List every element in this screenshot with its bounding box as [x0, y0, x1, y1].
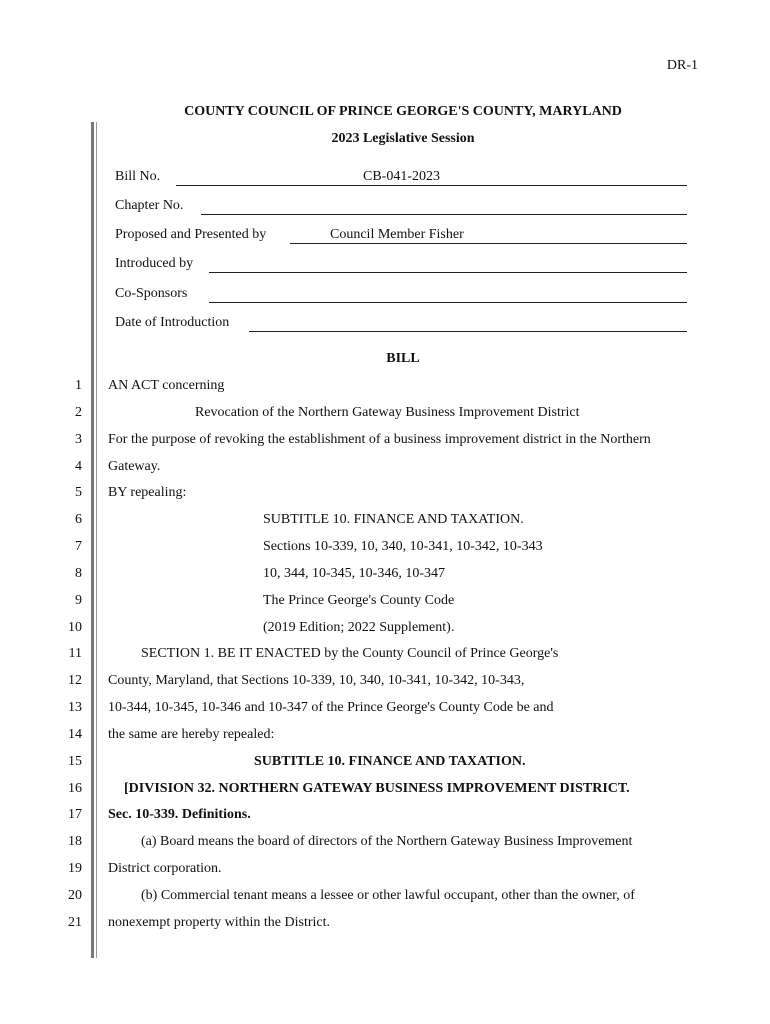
line-number: 2	[75, 405, 82, 420]
presented-by-label: Proposed and Presented by	[115, 227, 267, 242]
chapter-no-line	[201, 214, 687, 215]
line-text: For the purpose of revoking the establishment of a business improvement district in the Northern	[108, 432, 651, 447]
bill-no-value: CB-041-2023	[363, 169, 440, 184]
line-text: SUBTITLE 10. FINANCE AND TAXATION.	[254, 754, 526, 769]
margin-rule-inner	[96, 122, 97, 958]
line-number: 19	[68, 861, 82, 876]
line-number: 14	[68, 727, 82, 742]
date-of-introduction-line	[249, 331, 687, 332]
cosponsors-line	[209, 302, 687, 303]
margin-rule	[91, 122, 94, 958]
line-number: 11	[68, 646, 82, 661]
line-text: 10, 344, 10-345, 10-346, 10-347	[263, 566, 445, 581]
presented-by-line	[290, 243, 687, 244]
line-text: SUBTITLE 10. FINANCE AND TAXATION.	[263, 512, 524, 527]
line-number: 10	[68, 620, 82, 635]
line-number: 13	[68, 700, 82, 715]
line-text: Sections 10-339, 10, 340, 10-341, 10-342, 10-343	[263, 539, 543, 554]
bill-no-label: Bill No.	[115, 169, 161, 184]
line-number: 20	[68, 888, 82, 903]
line-text: AN ACT concerning	[108, 378, 225, 393]
line-text: the same are hereby repealed:	[108, 727, 275, 742]
line-text: BY repealing:	[108, 485, 187, 500]
line-number: 4	[75, 459, 82, 474]
cosponsors-field	[115, 286, 687, 306]
presented-by-field	[115, 227, 687, 247]
bill-no-line	[176, 185, 687, 186]
bill-heading: BILL	[386, 351, 420, 366]
line-text: nonexempt property within the District.	[108, 915, 331, 930]
bill-no-field	[115, 169, 687, 189]
cosponsors-label: Co-Sponsors	[115, 286, 188, 301]
line-number: 12	[68, 673, 82, 688]
line-text: [DIVISION 32. NORTHERN GATEWAY BUSINESS IMPROVEMENT DISTRICT.	[124, 781, 630, 796]
line-number: 18	[68, 834, 82, 849]
date-of-introduction-field	[115, 315, 687, 335]
chapter-no-label: Chapter No.	[115, 198, 184, 213]
line-number: 21	[68, 915, 82, 930]
line-number: 3	[75, 432, 82, 447]
line-text: The Prince George's County Code	[263, 593, 455, 608]
introduced-by-label: Introduced by	[115, 256, 194, 271]
legislative-session: 2023 Legislative Session	[331, 131, 475, 146]
line-text: County, Maryland, that Sections 10-339, 10, 340, 10-341, 10-342, 10-343,	[108, 673, 525, 688]
introduced-by-field	[115, 256, 687, 276]
line-number: 15	[68, 754, 82, 769]
line-text: District corporation.	[108, 861, 222, 876]
line-number: 9	[75, 593, 82, 608]
line-text: SECTION 1. BE IT ENACTED by the County Council of Prince George's	[141, 646, 559, 661]
line-number: 6	[75, 512, 82, 527]
date-of-introduction-label: Date of Introduction	[115, 315, 230, 330]
line-number: 5	[75, 485, 82, 500]
document-code: DR-1	[666, 58, 698, 73]
introduced-by-line	[209, 272, 687, 273]
line-number: 16	[68, 781, 82, 796]
line-text: Revocation of the Northern Gateway Business Improvement District	[195, 405, 580, 420]
line-number: 17	[68, 807, 82, 822]
line-number: 8	[75, 566, 82, 581]
line-text: 10-344, 10-345, 10-346 and 10-347 of the Prince George's County Code be and	[108, 700, 554, 715]
line-text: (b) Commercial tenant means a lessee or other lawful occupant, other than the owner, of	[141, 888, 635, 903]
line-text: Sec. 10-339. Definitions.	[108, 807, 251, 822]
line-text: Gateway.	[108, 459, 161, 474]
line-text: (2019 Edition; 2022 Supplement).	[263, 620, 455, 635]
chapter-no-field	[115, 198, 687, 218]
council-title: COUNTY COUNCIL OF PRINCE GEORGE'S COUNTY, MARYLAND	[184, 104, 622, 119]
line-number: 1	[75, 378, 82, 393]
line-text: (a) Board means the board of directors of the Northern Gateway Business Improvement	[141, 834, 633, 849]
line-number: 7	[75, 539, 82, 554]
presented-by-value: Council Member Fisher	[330, 227, 464, 242]
